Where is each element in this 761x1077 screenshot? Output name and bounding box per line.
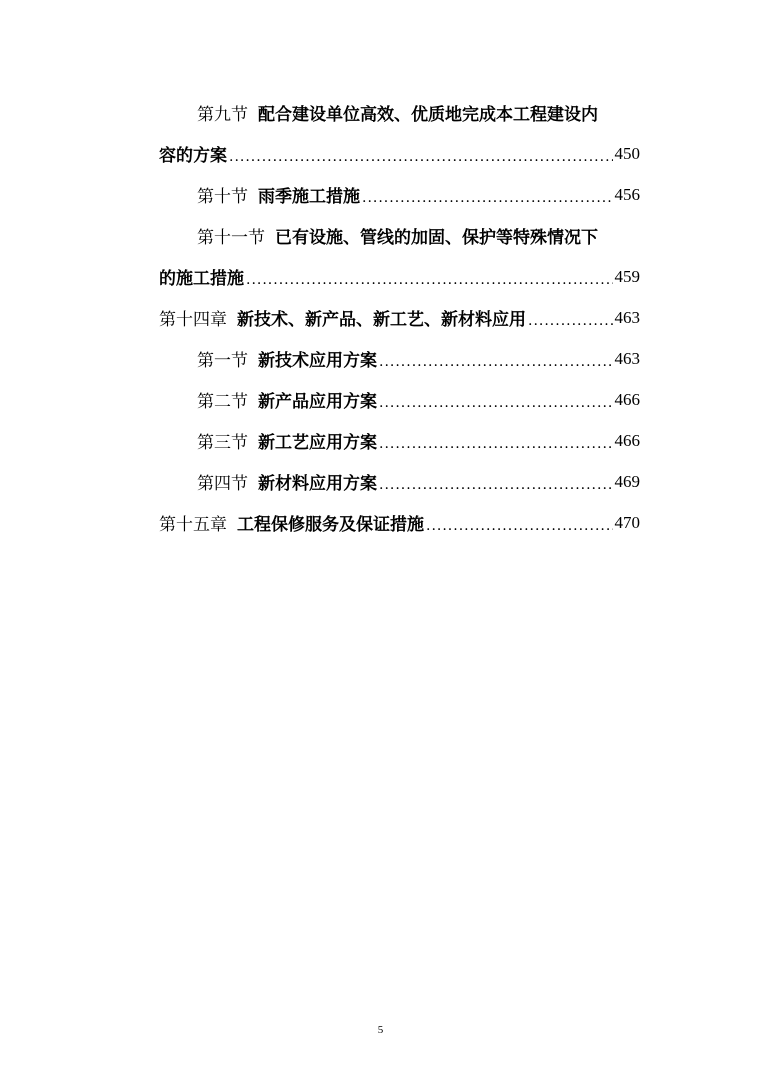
toc-entry-chapter-14[interactable] (159, 297, 640, 338)
toc-dot-leader (426, 518, 613, 534)
toc-entry-title: 的施工措施 (159, 269, 244, 289)
toc-entry-section-10[interactable] (159, 174, 640, 215)
page-footer-number: 5 (377, 1024, 384, 1036)
toc-entry-page: 463 (614, 348, 640, 368)
toc-entry-page: 463 (614, 307, 640, 327)
toc-entry-title: 新产品应用方案 (258, 392, 377, 412)
toc-entry-page: 450 (614, 143, 640, 163)
toc-dot-leader (379, 436, 613, 452)
toc-entry-number: 第二节 (197, 392, 248, 412)
toc-entry-number: 第十五章 (159, 515, 227, 535)
toc-entry-page: 466 (614, 430, 640, 450)
toc-entry-number: 第一节 (197, 351, 248, 371)
toc-dot-leader (379, 354, 613, 370)
toc-entry-section-1[interactable] (159, 338, 640, 379)
toc-dot-leader (379, 477, 613, 493)
toc-entry-page: 459 (614, 266, 640, 286)
toc-entry-section-11-continued[interactable] (159, 256, 640, 297)
toc-entry-page: 456 (614, 184, 640, 204)
toc-entry-title: 雨季施工措施 (258, 187, 360, 207)
toc-entry-page: 470 (614, 512, 640, 532)
toc-entry-number: 第三节 (197, 433, 248, 453)
toc-entry-page: 469 (614, 471, 640, 491)
toc-entry-title: 新工艺应用方案 (258, 433, 377, 453)
toc-entry-number: 第十一节 (197, 228, 265, 248)
toc-entry-title: 已有设施、管线的加固、保护等特殊情况下 (275, 228, 598, 248)
toc-entry-page: 466 (614, 389, 640, 409)
toc-dot-leader (246, 272, 613, 288)
toc-entry-title: 新技术、新产品、新工艺、新材料应用 (237, 310, 526, 330)
toc-entry-section-11[interactable] (159, 215, 640, 256)
toc-entry-chapter-15[interactable] (159, 502, 640, 543)
toc-entry-title: 容的方案 (159, 146, 227, 166)
toc-dot-leader (379, 395, 613, 411)
toc-dot-leader (229, 149, 613, 165)
toc-entry-number: 第十节 (197, 187, 248, 207)
toc-entry-section-4[interactable] (159, 461, 640, 502)
toc-entry-section-9[interactable] (159, 92, 640, 133)
table-of-contents (159, 92, 640, 543)
toc-entry-section-2[interactable] (159, 379, 640, 420)
toc-dot-leader (362, 190, 613, 206)
toc-entry-title: 配合建设单位高效、优质地完成本工程建设内 (258, 105, 598, 125)
toc-entry-title: 新技术应用方案 (258, 351, 377, 371)
toc-entry-title: 新材料应用方案 (258, 474, 377, 494)
toc-entry-number: 第十四章 (159, 310, 227, 330)
toc-entry-section-3[interactable] (159, 420, 640, 461)
toc-entry-number: 第九节 (197, 105, 248, 125)
toc-entry-section-9-continued[interactable] (159, 133, 640, 174)
toc-dot-leader (528, 313, 613, 329)
toc-entry-title: 工程保修服务及保证措施 (237, 515, 424, 535)
toc-entry-number: 第四节 (197, 474, 248, 494)
